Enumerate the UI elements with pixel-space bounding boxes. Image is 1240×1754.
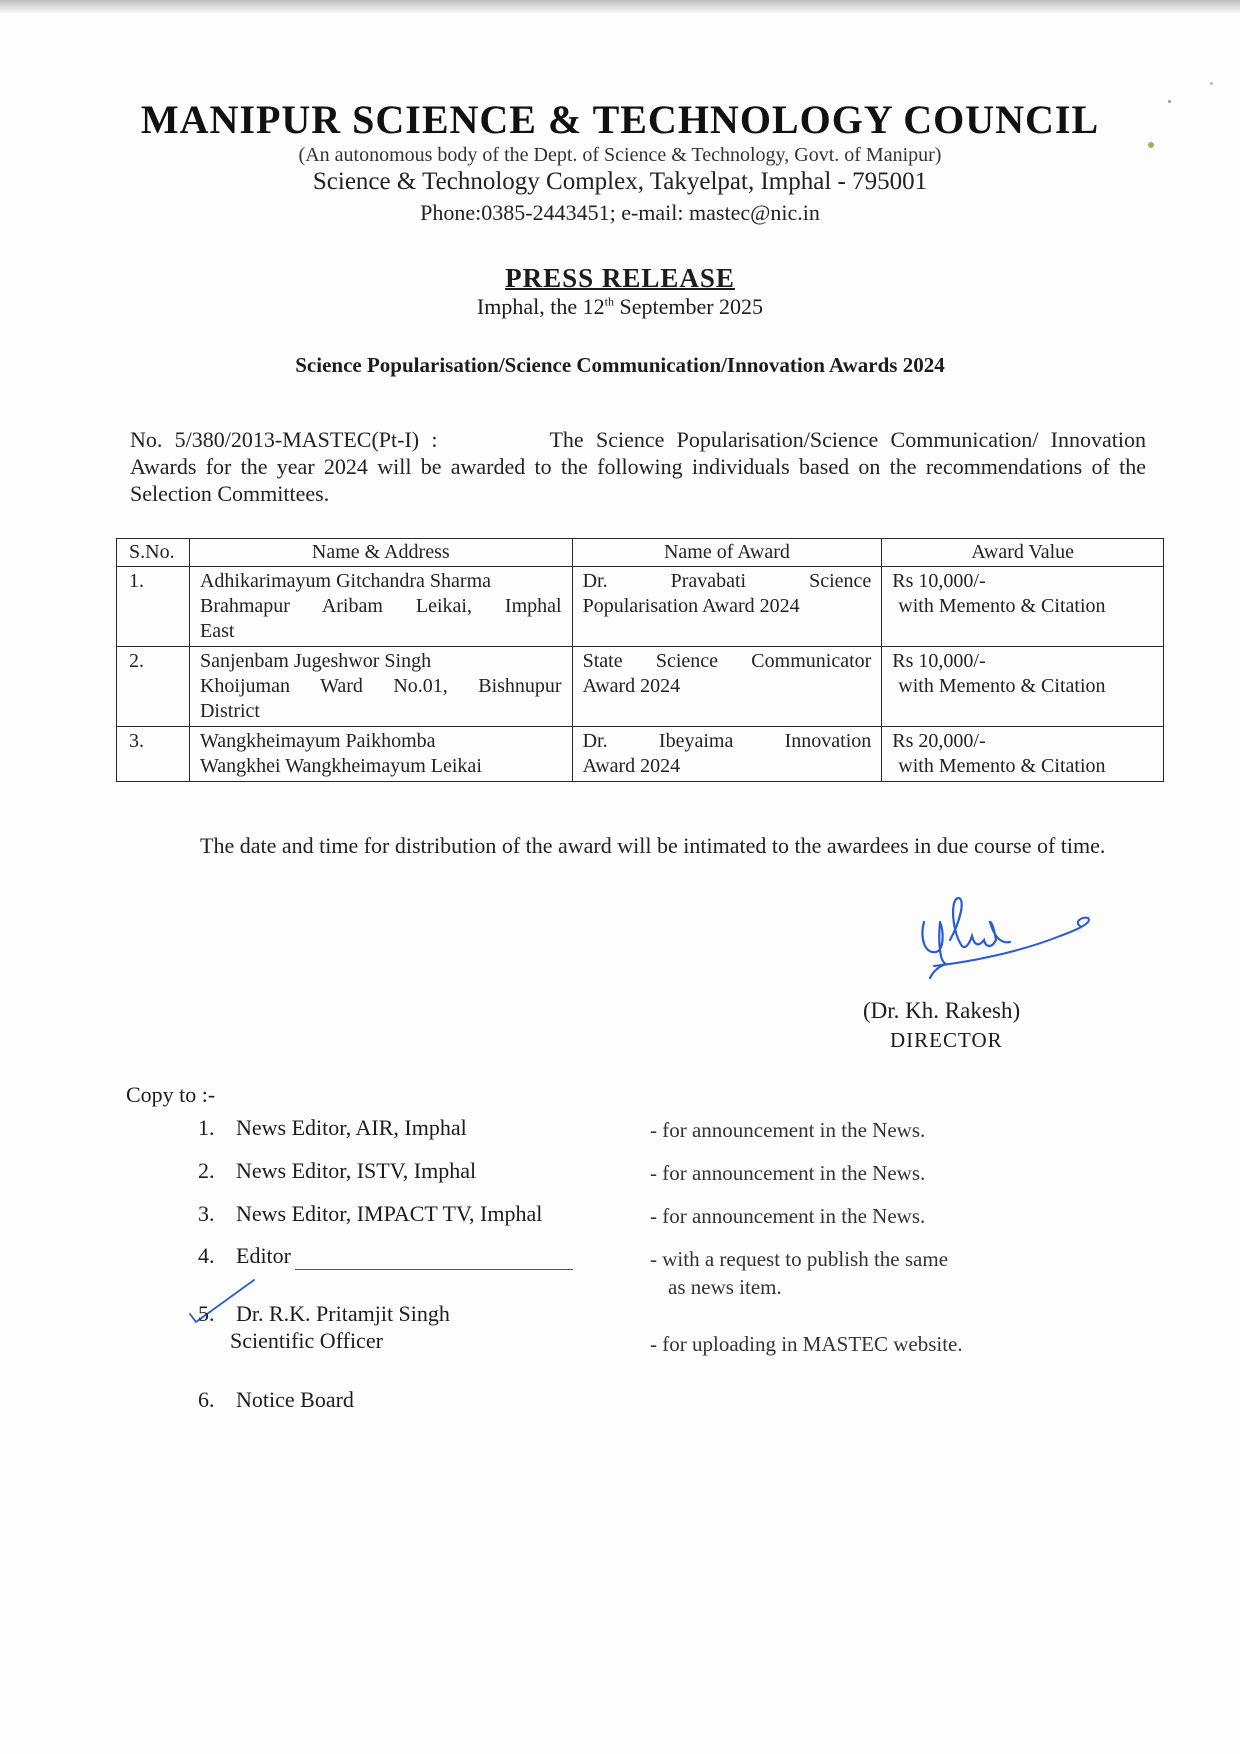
- header-award-value: Award Value: [882, 539, 1164, 567]
- cell-award-value: [882, 567, 1164, 647]
- copy-number: 4.: [198, 1243, 215, 1268]
- cell-award-name: [572, 567, 882, 647]
- copy-purpose-cont: as news item.: [668, 1275, 782, 1299]
- org-contact: Phone:0385-2443451; e-mail: mastec@nic.in: [420, 200, 820, 225]
- award-name: State Science Communicator: [582, 650, 872, 672]
- copy-number: 5.: [198, 1301, 215, 1326]
- cell-award-name: [572, 727, 882, 782]
- copy-recipient-designation: Scientific Officer: [230, 1328, 383, 1353]
- date-suffix: September 2025: [613, 294, 764, 319]
- copy-recipient-3: [198, 1200, 542, 1228]
- awardee-name: Sanjenbam Jugeshwor Singh: [199, 650, 432, 672]
- copy-recipient-1: [198, 1114, 467, 1142]
- intro-paragraph: [130, 426, 1146, 507]
- cell-name-address: [189, 727, 572, 782]
- copy-recipient-5: [198, 1300, 450, 1328]
- press-release-date: [0, 294, 1240, 320]
- signatory-name: (Dr. Kh. Rakesh): [863, 998, 1021, 1023]
- press-release-title: PRESS RELEASE: [505, 263, 735, 293]
- copy-recipient: Dr. R.K. Pritamjit Singh: [236, 1301, 450, 1326]
- table-row: [117, 647, 1164, 727]
- cell-sno: 2.: [117, 647, 190, 727]
- cell-award-name: [572, 647, 882, 727]
- awardee-name: Adhikarimayum Gitchandra Sharma: [199, 570, 492, 592]
- awardee-name: Wangkheimayum Paikhomba: [199, 730, 436, 752]
- copy-recipient-4: [198, 1242, 573, 1270]
- copy-purpose-text: - with a request to publish the same: [650, 1247, 949, 1271]
- awards-heading: Science Popularisation/Science Communication/Innovation Awards 2024: [295, 353, 945, 377]
- org-subtitle: (An autonomous body of the Dept. of Science & Technology, Govt. of Manipur): [298, 144, 942, 166]
- copy-purpose-3: - for announcement in the News.: [650, 1204, 926, 1228]
- award-name-cont: Popularisation Award 2024: [582, 595, 800, 617]
- copy-recipient: News Editor, IMPACT TV, Imphal: [236, 1201, 543, 1226]
- awardee-address: Brahmapur Aribam Leikai, Imphal: [199, 595, 562, 617]
- awardee-address-cont: District: [199, 700, 260, 722]
- copy-number: 1.: [198, 1115, 215, 1140]
- awardee-address: Khoijuman Ward No.01, Bishnupur: [199, 675, 562, 697]
- reference-number: No. 5/380/2013-MASTEC(Pt-I) :: [130, 427, 438, 452]
- award-name-cont: Award 2024: [582, 755, 681, 777]
- copy-number: 3.: [198, 1201, 215, 1226]
- award-name-cont: Award 2024: [582, 675, 681, 697]
- cell-name-address: [189, 647, 572, 727]
- awards-table: [116, 538, 1164, 782]
- award-amount: Rs 10,000/-: [892, 650, 986, 672]
- copy-recipient: Editor: [236, 1243, 291, 1268]
- copy-purpose-4: [650, 1245, 948, 1301]
- awardee-address: Wangkhei Wangkheimayum Leikai: [199, 755, 482, 777]
- date-prefix: Imphal, the 12: [476, 294, 605, 319]
- intro-text: The Science Popularisation/Science Communication/ Innovation Awards for the year 2024 will be awarded to the following individuals based on the recommendations of the Selection Committees.: [130, 427, 1146, 506]
- copy-purpose-1: - for announcement in the News.: [650, 1118, 926, 1142]
- copy-recipient-2: [198, 1157, 476, 1185]
- award-extras: with Memento & Citation: [898, 675, 1106, 697]
- director-signature: [910, 892, 1100, 1002]
- award-extras: with Memento & Citation: [898, 755, 1106, 777]
- cell-award-value: [882, 647, 1164, 727]
- date-superscript: th: [604, 294, 614, 309]
- editor-blank-line: [295, 1247, 573, 1270]
- table-header-row: [117, 539, 1164, 567]
- copy-recipient: News Editor, ISTV, Imphal: [236, 1158, 477, 1183]
- copy-to-label: Copy to :-: [126, 1082, 216, 1107]
- closing-text: The date and time for distribution of the award will be intimated to the awardees in due course of time.: [200, 833, 1106, 858]
- signatory-title: DIRECTOR: [890, 1028, 1003, 1052]
- award-name: Dr. Pravabati Science: [582, 570, 872, 592]
- awardee-address-cont: East: [199, 620, 235, 642]
- copy-number: 2.: [198, 1158, 215, 1183]
- header-award-name: Name of Award: [572, 539, 882, 567]
- header-name-address: Name & Address: [189, 539, 572, 567]
- copy-purpose-2: - for announcement in the News.: [650, 1161, 926, 1185]
- cell-sno: 1.: [117, 567, 190, 647]
- copy-recipient: News Editor, AIR, Imphal: [236, 1115, 467, 1140]
- cell-award-value: [882, 727, 1164, 782]
- copy-recipient-6: [198, 1386, 354, 1414]
- copy-recipient: Notice Board: [236, 1387, 354, 1412]
- scan-edge-shadow: [0, 0, 1240, 14]
- copy-purpose-5: - for uploading in MASTEC website.: [650, 1332, 963, 1356]
- closing-paragraph: [130, 824, 1146, 868]
- award-extras: with Memento & Citation: [898, 595, 1106, 617]
- award-amount: Rs 20,000/-: [892, 730, 986, 752]
- table-row: [117, 727, 1164, 782]
- cell-name-address: [189, 567, 572, 647]
- org-address: Science & Technology Complex, Takyelpat, Imphal - 795001: [312, 168, 928, 195]
- cell-sno: 3.: [117, 727, 190, 782]
- award-amount: Rs 10,000/-: [892, 570, 986, 592]
- table-row: [117, 567, 1164, 647]
- org-name: MANIPUR SCIENCE & TECHNOLOGY COUNCIL: [140, 97, 1100, 142]
- header-sno: S.No.: [117, 539, 190, 567]
- copy-number: 6.: [198, 1387, 215, 1412]
- award-name: Dr. Ibeyaima Innovation: [582, 730, 872, 752]
- scan-speck: [1210, 82, 1213, 85]
